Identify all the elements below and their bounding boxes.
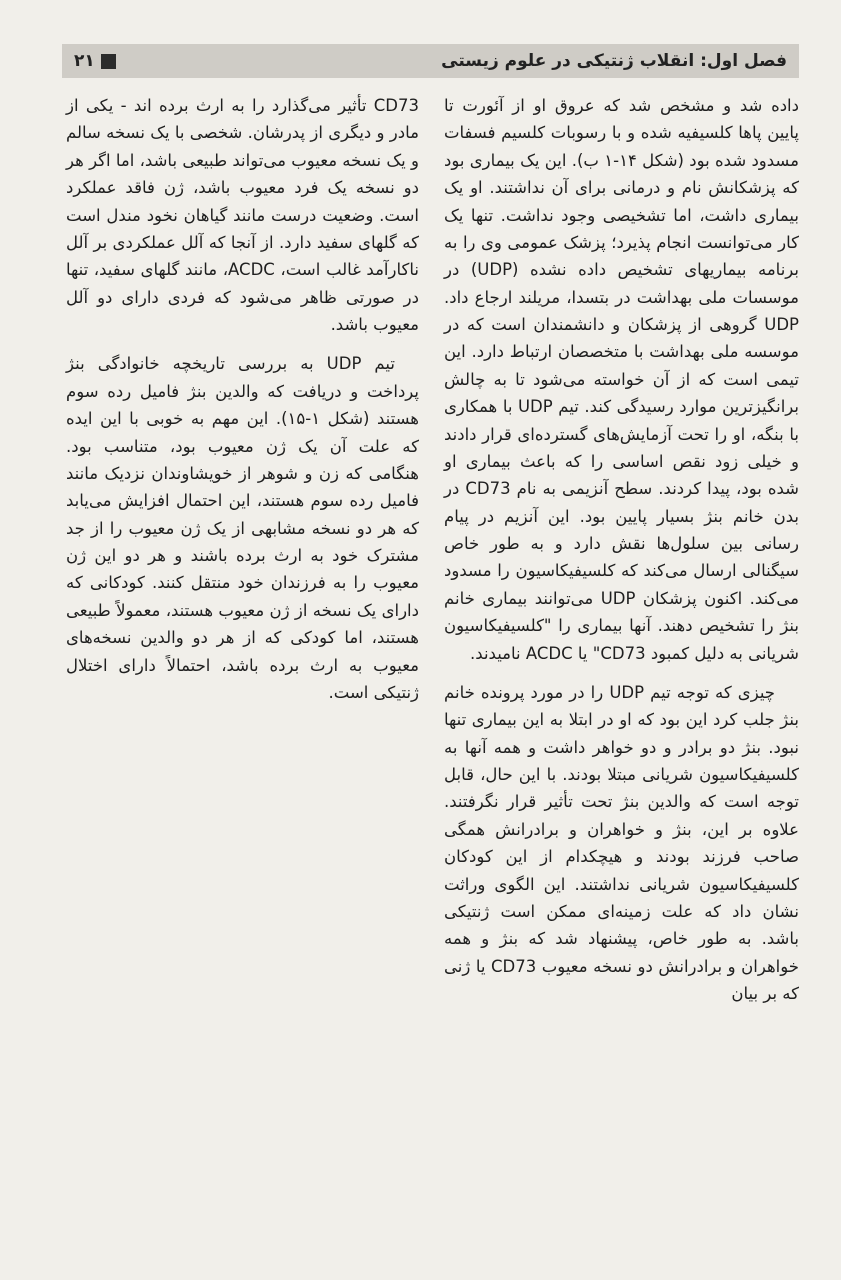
- page-number-group: [74, 51, 116, 71]
- body-paragraph: تیم UDP به بررسی تاریخچه خانوادگی بنژ پرداخت و دریافت که والدین بنژ فامیل رده سوم هستند (شکل ۱-۱۵). این مهم به خوبی با این ایده که علت آن یک ژن معیوب بود، متناسب بود. هنگامی که زن و شوهر از خویشاوندان نزدیک مانند فامیل رده سوم هستند، این احتمال افزایش می‌یابد که هر دو نسخه مشابهی از یک ژن معیوب را از جد مشترک خود به ارث برده باشند و هر دو این ژن معیوب را به فرزندان خود منتقل کنند. کودکانی که دارای یک نسخه از ژن معیوب هستند، معمولاً طبیعی هستند، اما کودکی که از هر دو والدین نسخه‌های معیوب به ارث برده باشد، احتمالاً دارای اختلال ژنتیکی است.: [66, 354, 419, 702]
- running-header: [62, 44, 799, 78]
- square-bullet-icon: [101, 54, 116, 69]
- page-number: ۲۱: [74, 51, 95, 71]
- body-paragraph: CD73 تأثیر می‌گذارد را به ارث برده اند - یکی از مادر و دیگری از پدرشان. شخصی با یک نسخه سالم و یک نسخه معیوب می‌تواند طبیعی باشد، اما اگر هر دو نسخه یک فرد معیوب باشد، ژن فاقد عملکرد است. وضعیت درست مانند گیاهان نخود مندل است که گلهای سفید دارد. از آنجا که آلل عملکردی بر آلل ناکارآمد غالب است، ACDC، مانند گلهای سفید، تنها در صورتی ظاهر می‌شود که فردی دارای دو آلل معیوب باشد.: [66, 96, 419, 334]
- body-paragraph: چیزی که توجه تیم UDP را در مورد پرونده خانم بنژ جلب کرد این بود که او در ابتلا به این بیماری تنها نبود. بنژ دو برادر و دو خواهر داشت و همه آنها به کلسیفیکاسیون شریانی مبتلا بودند. با این حال، قابل توجه است که والدین بنژ تحت تأثیر قرار نگرفتند. علاوه بر این، بنژ و خواهران و برادرانش همگی صاحب فرزند بودند و هیچکدام از این کودکان کلسیفیکاسیون شریانی نداشتند. این الگوی وراثت نشان داد که علت زمینه‌ای ممکن است ژنتیکی باشد. به طور خاص، پیشنهاد شد که بنژ و همه خواهران و برادرانش دو نسخه معیوب CD73 یا ژنی که بر بیان: [444, 682, 799, 1003]
- body-paragraph: داده شد و مشخص شد که عروق او از آئورت تا پایین پاها کلسیفیه شده و با رسوبات کلسیم فسفات مسدود شده بود (شکل ۱۴-۱ ب). این یک بیماری بود که پزشکانش نام و درمانی برای آن نداشتند. او یک بیماری داشت، اما تشخیصی وجود نداشت. تنها یک کار می‌توانست انجام پذیرد؛ پزشک عمومی وی را به برنامه بیماریهای تشخیص داده نشده (UDP) در موسسات ملی بهداشت در بتسدا، مریلند ارجاع داد. UDP گروهی از پزشکان و دانشمندان است که در موسسه ملی بهداشت با متخصصان ارتباط دارد. این تیمی است که از آن خواسته می‌شود تا به چالش برانگیزترین موارد رسیدگی کند. تیم UDP با همکاری با بنگه، او را تحت آزمایش‌های گسترده‌ای قرار دادند و خیلی زود نقص اساسی را که باعث بیماری او شده بود، پیدا کردند. سطح آنزیمی به نام CD73 در بدن خانم بنژ بسیار پایین بود. این آنزیم در پیام رسانی بین سلول‌ها نقش دارد و به طور خاص سیگنالی ارسال می‌کند که کلسیفیکاسیون را مسدود می‌کند. اکنون پزشکان UDP می‌توانند بیماری خانم بنژ را تشخیص دهند. آنها بیماری را "کلسیفیکاسیون شریانی به دلیل کمبود CD73" یا ACDC نامیدند.: [444, 96, 800, 663]
- chapter-title: فصل اول: انقلاب ژنتیکی در علوم زیستی: [441, 51, 787, 71]
- left-text-column: [66, 92, 419, 706]
- right-text-column: [444, 92, 799, 1007]
